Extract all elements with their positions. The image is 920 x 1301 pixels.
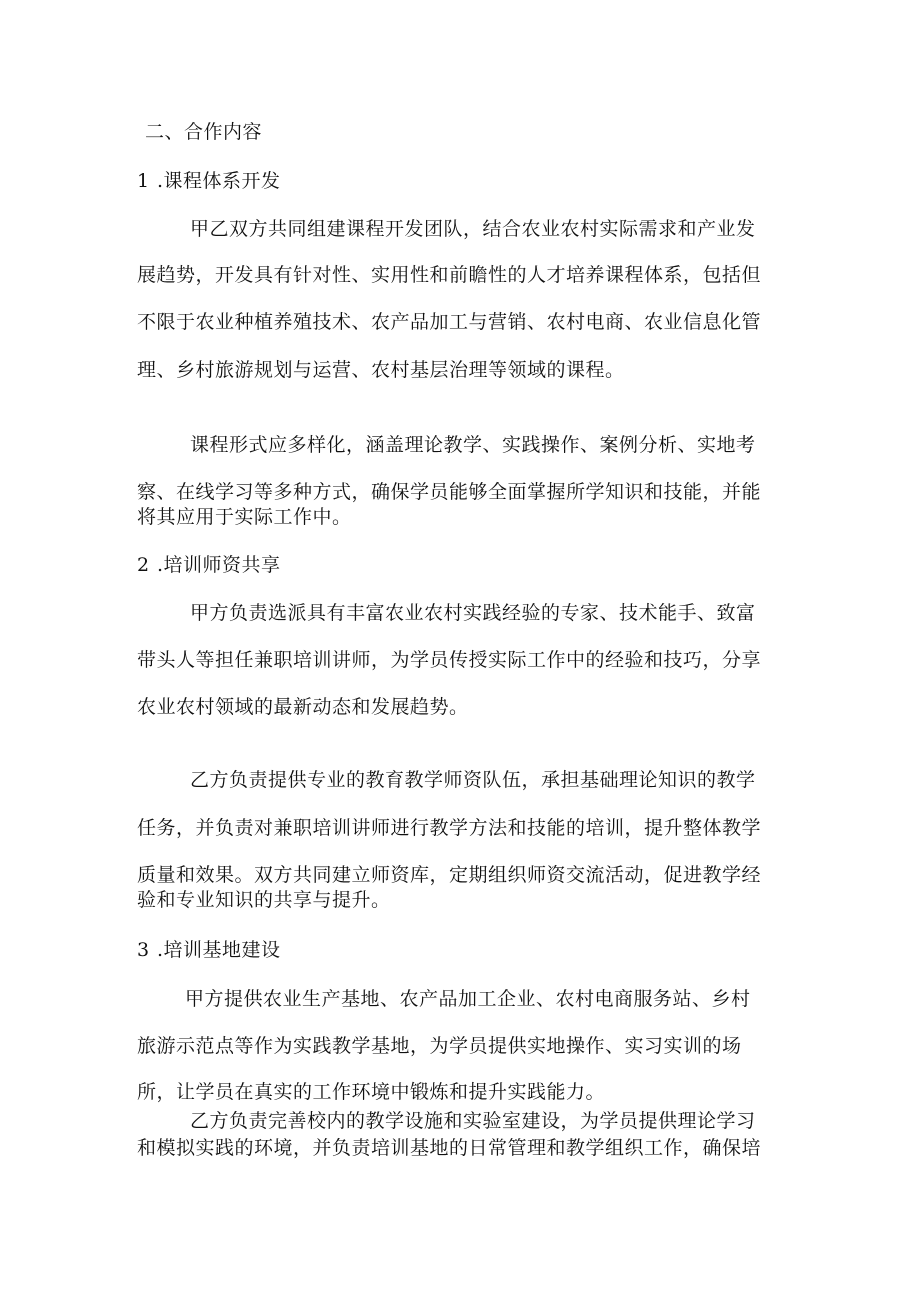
paragraph-line: 甲方负责选派具有丰富农业农村实践经验的专家、技术能手、致富 xyxy=(190,602,756,624)
paragraph-line: 甲方提供农业生产基地、农产品加工企业、农村电商服务站、乡村 xyxy=(185,988,751,1010)
paragraph-line: 不限于农业种植养殖技术、农产品加工与营销、农村电商、农业信息化管 xyxy=(137,311,762,333)
heading-training-base xyxy=(137,938,281,962)
section-title: 二、合作内容 xyxy=(145,121,263,143)
paragraph-line: 乙方负责完善校内的教学设施和实验室建设，为学员提供理论学习 xyxy=(190,1110,756,1132)
paragraph-line: 质量和效果。双方共同建立师资库，定期组织师资交流活动，促进教学经 xyxy=(137,864,762,886)
paragraph-line: 甲乙双方共同组建课程开发团队，结合农业农村实际需求和产业发 xyxy=(190,218,756,240)
heading-teacher-sharing xyxy=(137,553,281,577)
paragraph-line: 展趋势，开发具有针对性、实用性和前瞻性的人才培养课程体系，包括但 xyxy=(137,264,762,286)
heading-course-system xyxy=(137,169,281,193)
heading-text: .培训师资共享 xyxy=(157,554,281,576)
paragraph-line: 理、乡村旅游规划与运营、农村基层治理等领域的课程。 xyxy=(137,359,625,381)
paragraph-line: 带头人等担任兼职培训讲师，为学员传授实际工作中的经验和技巧，分享 xyxy=(137,649,762,671)
heading-number: 3 xyxy=(137,939,150,961)
paragraph-line: 和模拟实践的环境，并负责培训基地的日常管理和教学组织工作，确保培 xyxy=(137,1137,762,1159)
paragraph-line: 任务，并负责对兼职培训讲师进行教学方法和技能的培训，提升整体教学 xyxy=(137,817,762,839)
paragraph-line: 察、在线学习等多种方式，确保学员能够全面掌握所学知识和技能，并能 xyxy=(137,481,762,503)
paragraph-line: 所，让学员在真实的工作环境中锻炼和提升实践能力。 xyxy=(137,1081,606,1103)
heading-text: .课程体系开发 xyxy=(157,170,281,192)
paragraph-line: 验和专业知识的共享与提升。 xyxy=(137,889,391,911)
heading-number: 2 xyxy=(137,554,150,576)
paragraph-line: 农业农村领域的最新动态和发展趋势。 xyxy=(137,696,469,718)
paragraph-line: 课程形式应多样化，涵盖理论教学、实践操作、案例分析、实地考 xyxy=(190,434,756,456)
heading-number: 1 xyxy=(137,170,150,192)
paragraph-line: 旅游示范点等作为实践教学基地，为学员提供实地操作、实习实训的场 xyxy=(137,1035,742,1057)
heading-text: .培训基地建设 xyxy=(157,939,281,961)
paragraph-line: 乙方负责提供专业的教育教学师资队伍，承担基础理论知识的教学 xyxy=(190,769,756,791)
paragraph-line: 将其应用于实际工作中。 xyxy=(137,506,352,528)
